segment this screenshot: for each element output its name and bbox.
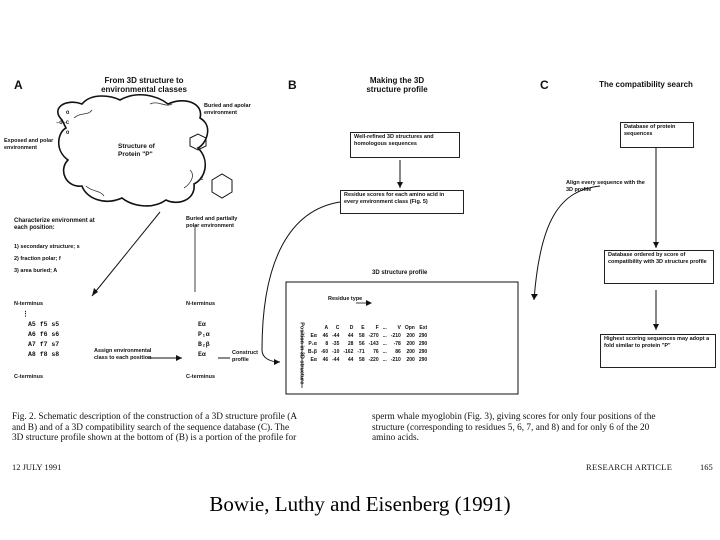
panel-a-title: From 3D structure to environmental classes [101, 76, 187, 94]
caption-right-line: sperm whale myoglobin (Fig. 3), giving scores for only four positions of the [372, 412, 656, 422]
profile-corner [306, 324, 319, 332]
profile-title: 3D structure profile [372, 270, 428, 276]
cell: -60 [320, 349, 329, 355]
table-row [306, 348, 429, 356]
env-class-5: Eα [198, 321, 206, 328]
exposed-polar-label: Exposed and polar environment [4, 138, 54, 151]
cell: 44 [347, 357, 354, 363]
cell: 200 [406, 341, 415, 347]
col-header: F [375, 325, 379, 331]
cell: 86 [395, 349, 401, 355]
caption-left-line: Fig. 2. Schematic description of the construction of a 3D structure profile (A [12, 412, 298, 422]
chem-oc: –O–C [56, 119, 70, 126]
cell: -143 [368, 341, 379, 347]
residue-8: A8 f8 s8 [28, 351, 60, 358]
cell: -71 [357, 349, 365, 355]
cell: 8 [325, 341, 329, 347]
residue-7: A7 f7 s7 [28, 341, 60, 348]
col-header: V [397, 325, 401, 331]
cell: ... [382, 357, 387, 363]
align-label: Align every sequence with the 3D profile [566, 180, 645, 193]
cell: ... [382, 341, 387, 347]
box-refined-structures: Well-refined 3D structures and homologous sequences [350, 132, 460, 158]
row-env: Eα [310, 333, 317, 339]
char-item-2: 2) fraction polar; f [14, 256, 61, 262]
cell: 56 [359, 341, 365, 347]
residue-6: A6 f6 s6 [28, 331, 60, 338]
cell: 290 [418, 333, 428, 339]
cell: -270 [368, 333, 379, 339]
cell: -44 [332, 333, 340, 339]
row-env: P₁α [308, 341, 317, 347]
structure-label: Structure of Protein "P" [118, 143, 155, 158]
residue-type-label: Residue type [328, 296, 363, 302]
box-protein-db: Database of protein sequences [620, 122, 694, 148]
panel-a-letter: A [14, 78, 23, 92]
n-terminus-right: N-terminus [186, 301, 216, 307]
caption-right-line: structure (corresponding to residues 5, 6, 7, and 8) and for only 6 of the 20 [372, 422, 650, 433]
profile-table [306, 324, 429, 364]
cell: -78 [393, 341, 401, 347]
buried-partial-label: Buried and partially polar environment [186, 216, 238, 229]
c-terminus-right: C-terminus [186, 374, 216, 380]
cell: 200 [406, 357, 415, 363]
col-header: C [335, 325, 340, 331]
cell: 46 [322, 333, 329, 339]
cell: 200 [406, 349, 415, 355]
caption-left [12, 412, 362, 444]
cell: -10 [332, 349, 340, 355]
col-header: Opn [404, 325, 415, 331]
cell: 58 [359, 357, 365, 363]
col-header: Ext [419, 325, 428, 331]
col-header: ... [382, 325, 387, 331]
residue-5: A5 f5 s5 [28, 321, 60, 328]
cell: 28 [347, 341, 354, 347]
caption-right-line: amino acids. [372, 433, 419, 444]
cell: 76 [373, 349, 379, 355]
n-terminus-left: N-terminus [14, 301, 44, 307]
citation-title: Bowie, Luthy and Eisenberg (1991) [209, 492, 511, 516]
row-env: B₂β [308, 349, 317, 355]
col-header: E [361, 325, 365, 331]
cell: ... [382, 349, 387, 355]
table-row [306, 332, 429, 340]
box-highest-scoring: Highest scoring sequences may adopt a fold similar to protein "P" [600, 334, 716, 368]
char-item-1: 1) secondary structure; s [14, 244, 80, 250]
cell: -35 [332, 341, 340, 347]
buried-apolar-label: Buried and apolar environment [204, 103, 251, 116]
profile-header-row [306, 324, 429, 332]
table-row [306, 356, 429, 364]
cell: -210 [390, 357, 401, 363]
box-ordered-db: Database ordered by score of compatibility with 3D structure profile [604, 250, 714, 284]
cell: 290 [418, 341, 428, 347]
table-row [306, 340, 429, 348]
char-item-3: 3) area buried; A [14, 268, 58, 274]
chem-o-top: O [66, 109, 70, 116]
construct-label: Construct profile [232, 350, 258, 363]
col-header: A [324, 325, 329, 331]
panel-b-title: Making the 3D structure profile [366, 76, 428, 94]
col-header: D [349, 325, 354, 331]
position-vertical-label: Position in 3D structure [298, 322, 305, 385]
env-class-6: P₁α [198, 331, 210, 338]
cell: 290 [418, 357, 428, 363]
footer-page: 165 [700, 462, 713, 472]
cell: 200 [406, 333, 415, 339]
c-terminus-left: C-terminus [14, 374, 44, 380]
cell: -44 [332, 357, 340, 363]
chem-o-bottom: O [66, 129, 70, 136]
cell: -162 [343, 349, 354, 355]
cell: -220 [368, 357, 379, 363]
panel-b-letter: B [288, 78, 297, 92]
cell: 290 [418, 349, 428, 355]
footer-date: 12 JULY 1991 [12, 462, 62, 472]
cell: ... [382, 333, 387, 339]
assign-label: Assign environmental class to each position [94, 348, 152, 361]
caption-left-line: and B) and of a 3D compatibility search of the sequence database (C). The [12, 422, 290, 433]
panel-c-title: The compatibility search [599, 80, 693, 89]
cell: 44 [347, 333, 354, 339]
panel-c-letter: C [540, 78, 549, 92]
box-residue-scores: Residue scores for each amino acid in every environment class (Fig. 5) [340, 190, 464, 214]
env-class-7: B₂β [198, 341, 210, 348]
dots: ⋮ [22, 311, 29, 318]
cell: 46 [322, 357, 329, 363]
chem-c: C [200, 175, 204, 182]
caption-right [372, 412, 718, 444]
footer-section: RESEARCH ARTICLE [586, 462, 673, 472]
characterize-title: Characterize environment at each position: [14, 218, 95, 231]
caption-left-line: 3D structure profile shown at the bottom of (B) is a portion of the profile for [12, 433, 297, 444]
cell: 58 [359, 333, 365, 339]
row-env: Eα [310, 357, 317, 363]
cell: -210 [390, 333, 401, 339]
env-class-8: Eα [198, 351, 206, 358]
